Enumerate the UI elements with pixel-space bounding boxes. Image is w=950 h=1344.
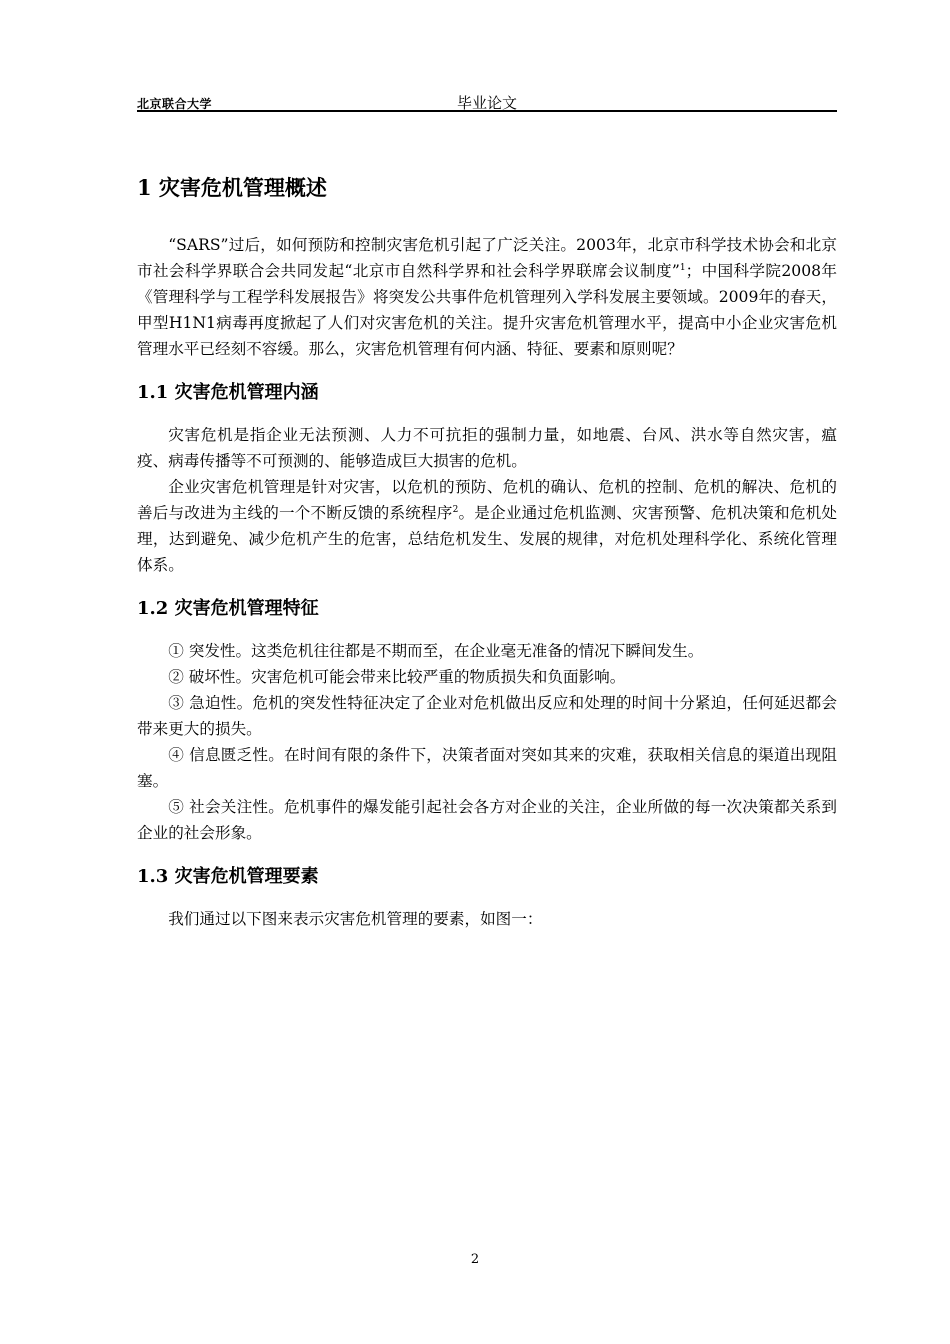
page-body <box>137 168 837 932</box>
chapter-title: 1 灾害危机管理概述 <box>137 175 327 200</box>
para2-text-part1: 企业灾害危机管理是针对灾害，以危机的预防、危机的确认、危机的控制、危机的解决、危机的善后与改进为主线的一个不断反馈的系统程序 <box>137 478 837 522</box>
feature-item: ② 破坏性。灾害危机可能会带来比较严重的物质损失和负面影响。 <box>168 668 626 686</box>
para2-text-part2: 。是企业通过危机监测、灾害预警、危机决策和危机处理，达到避免、减少危机产生的危害，总结危机发生、发展的规律，对危机处理科学化、系统化管理体系。 <box>137 504 837 574</box>
feature-item: ④ 信息匮乏性。在时间有限的条件下，决策者面对突如其来的灾难，获取相关信息的渠道出现阻塞。 <box>137 746 837 790</box>
feature-item: ① 突发性。这类危机往往都是不期而至，在企业毫无准备的情况下瞬间发生。 <box>168 642 704 660</box>
chapter-intro-paragraph <box>137 232 837 362</box>
section-1-1-paragraph-1: 灾害危机是指企业无法预测、人力不可抗拒的强制力量，如地震、台风、洪水等自然灾害，瘟疫、病毒传播等不可预测的、能够造成巨大损害的危机。 <box>137 426 837 470</box>
footnote-ref-2: 2 <box>452 504 459 515</box>
header-divider <box>137 110 837 112</box>
section-title-1-2: 1.2 灾害危机管理特征 <box>137 598 319 619</box>
section-title-1-3: 1.3 灾害危机管理要素 <box>137 866 319 887</box>
intro-text-part2: ；中国科学院2008年《管理科学与工程学科发展报告》将突发公共事件危机管理列入学科发展主要领域。2009年的春天，甲型H1N1病毒再度掀起了人们对灾害危机的关注。提升灾害危机管理水平，提高中小企业灾害危机管理水平已经刻不容缓。那么，灾害危机管理有何内涵、特征、要素和原则呢？ <box>137 262 837 358</box>
section-1-3-paragraph-1: 我们通过以下图来表示灾害危机管理的要素，如图一： <box>168 910 543 928</box>
footnote-ref-1: 1 <box>679 262 686 273</box>
university-name: 北京联合大学 <box>137 97 213 111</box>
intro-text-part1: “SARS”过后，如何预防和控制灾害危机引起了广泛关注。2003年，北京市科学技术协会和北京市社会科学界联合会共同发起“北京市自然科学界和社会科学界联席会议制度” <box>137 236 837 280</box>
section-title-1-1: 1.1 灾害危机管理内涵 <box>137 382 319 403</box>
feature-item: ③ 急迫性。危机的突发性特征决定了企业对危机做出反应和处理的时间十分紧迫，任何延迟都会带来更大的损失。 <box>137 694 837 738</box>
feature-item: ⑤ 社会关注性。危机事件的爆发能引起社会各方对企业的关注，企业所做的每一次决策都关系到企业的社会形象。 <box>137 798 837 842</box>
page-header <box>137 92 837 112</box>
section-1-1-paragraph-2 <box>137 474 837 578</box>
page-number: 2 <box>470 1252 480 1267</box>
document-type: 毕业论文 <box>456 94 517 112</box>
